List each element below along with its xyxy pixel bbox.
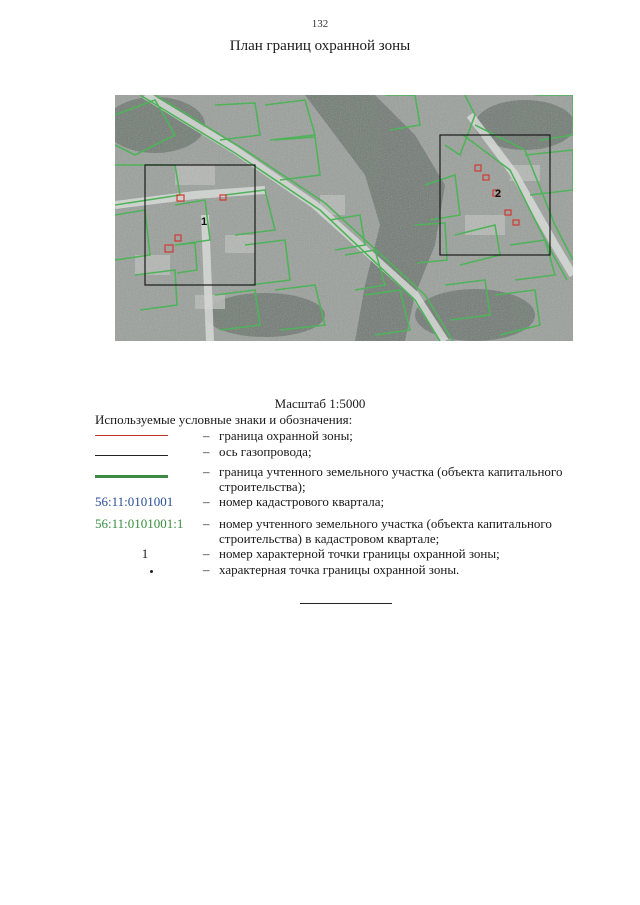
legend-dash: – xyxy=(203,516,210,531)
legend-text: ось газопровода; xyxy=(219,444,312,459)
legend-heading: Используемые условные знаки и обозначения: xyxy=(95,412,353,427)
dot-symbol xyxy=(150,570,153,573)
map-scale: Масштаб 1:5000 xyxy=(274,396,366,411)
legend-text: граница охранной зоны; xyxy=(219,428,353,443)
marker-label-2: 2 xyxy=(495,188,502,200)
legend-text: номер характерной точки границы охранной зоны; xyxy=(219,546,500,561)
legend-dash: – xyxy=(203,562,210,577)
red-line-symbol xyxy=(95,435,168,436)
legend-text: граница учтенного земельного участка (объекта капитального строительства); xyxy=(219,464,563,494)
number-symbol: 1 xyxy=(141,546,149,561)
legend-text: номер учтенного земельного участка (объекта капитального строительства) в кадастровом квартале; xyxy=(219,516,552,546)
bottom-rule xyxy=(300,603,392,604)
page-title: План границ охранной зоны xyxy=(229,38,411,54)
legend-dash: – xyxy=(203,464,210,479)
legend-dash: – xyxy=(203,494,210,509)
legend-row-parcel-boundary xyxy=(95,464,575,496)
black-line-symbol xyxy=(95,455,168,456)
page-number: 132 xyxy=(311,18,329,30)
blue-code-symbol: 56:11:0101001 xyxy=(95,494,174,509)
legend-dash: – xyxy=(203,444,210,459)
green-line-symbol xyxy=(95,475,168,478)
marker-label-1: 1 xyxy=(201,216,208,228)
aerial-map xyxy=(115,95,573,341)
map-canvas xyxy=(115,95,573,341)
legend-text: номер кадастрового квартала; xyxy=(219,494,385,509)
legend-row-parcel-number xyxy=(95,516,575,548)
legend-dash: – xyxy=(203,428,210,443)
legend-dash: – xyxy=(203,546,210,561)
green-code-symbol: 56:11:0101001:1 xyxy=(95,516,184,531)
legend-text: характерная точка границы охранной зоны. xyxy=(219,562,460,577)
